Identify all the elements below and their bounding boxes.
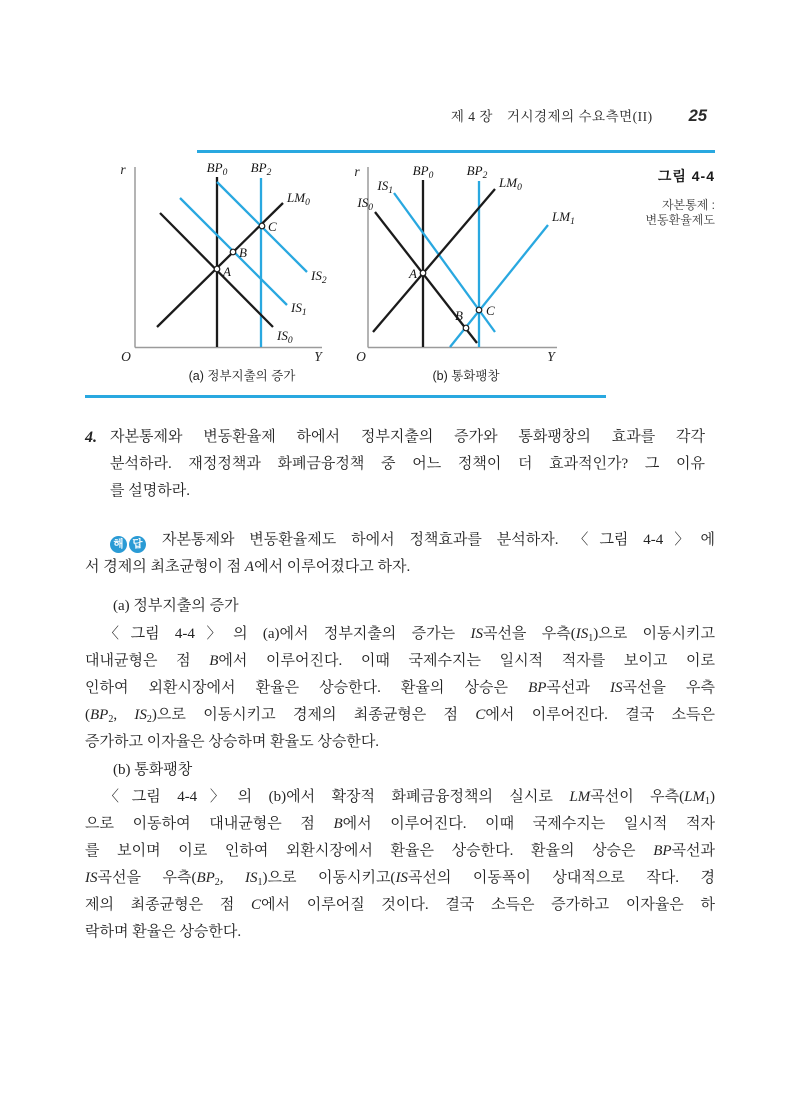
chapter-label: 제 4 장 [450,109,493,124]
text-line: 대내균형은 점 B에서 이루어진다. 이때 국제수지는 일시적 적자를 보이고 이로 [85,653,715,669]
page-header [0,105,707,126]
diagram-panel-b [354,163,574,383]
page-number: 25 [688,107,707,125]
text-line: 를 보이며 이로 인하여 외환시장에서 환율은 상승한다. 환율의 상승은 BP곡선과 [85,843,715,859]
answer-badge-hae: 해 [110,536,127,553]
text-line: 〈그림 4-4〉의 (a)에서 정부지출의 증가는 IS곡선을 우측$(IS_1)$으로 이동시키고 [104,626,715,644]
point-label-A: A [409,266,417,281]
equilibrium-point-B [230,249,236,255]
text-line: 락하며 환율은 상승한다. [85,924,242,940]
question-block [85,424,705,505]
figure-rule-bottom [85,395,606,398]
axis-label-r: r [120,162,126,177]
equilibrium-point-C [476,307,482,313]
curve-label-IS2: $IS_2$ [311,268,327,286]
figure-sidebar [595,166,715,227]
point-label-C: C [268,219,277,234]
axis-label-Y: Y [314,349,322,364]
text-line: 자본통제와 변동환율제 하에서 정부지출의 증가와 통화팽창의 효과를 각각 [110,429,705,445]
text-line [85,527,715,554]
answer-block [85,527,715,581]
text-line: 인하여 외환시장에서 환율은 상승한다. 환율의 상승은 BP곡선과 IS곡선을 우측 [85,680,715,696]
panel-caption-a: (a) 정부지출의 증가 [188,369,296,383]
answer-badge [110,536,146,553]
equilibrium-point-A [214,266,220,272]
text-line: 으로 이동하여 대내균형은 점 B에서 이루어진다. 이때 국제수지는 일시적 적자 [85,816,715,832]
curve-label-BP2: $BP_2$ [250,160,272,178]
axis-label-r: r [354,164,360,179]
figure-caption-line: 변동환율제도 [645,212,715,227]
curve-label-IS0: $IS_0$ [277,328,293,346]
curve-label-BP0: $BP_0$ [412,163,434,181]
text-line: 서 경제의 최초균형이 점 A에서 이루어졌다고 하자. [85,559,411,575]
curve-label-BP2: $BP_2$ [466,163,488,181]
diagram-panel-a [120,160,326,383]
curve-label-LM1: $LM_1$ [552,209,575,227]
text-line: 〈그림 4-4〉의 (b)에서 확장적 화폐금융정책의 실시로 LM곡선이 우측$(LM_1)$ [104,789,715,807]
curve-label-IS0: $IS_0$ [357,195,373,213]
curve-label-IS1: $IS_1$ [377,178,393,196]
question-text [110,424,705,505]
point-label-B: B [455,308,463,323]
point-label-A: A [223,264,231,279]
equilibrium-point-A [420,270,426,276]
chapter-title: 거시경제의 수요측면(II) [506,109,653,124]
equilibrium-point-B [463,325,469,331]
panel-caption-b: (b) 통화팽창 [432,369,500,383]
equilibrium-point-C [259,223,265,229]
figure-rule-top [197,150,715,153]
point-label-C: C [486,303,495,318]
text-line: 를 설명하라. [110,483,190,499]
point-label-B: B [239,245,247,260]
text-line: 분석하라. 재정정책과 화폐금융정책 중 어느 정책이 더 효과적인가? 그 이유 [110,456,705,472]
section-b-heading: (b) 통화팽창 [113,762,193,778]
figure-label: 그림 4-4 [657,168,715,184]
curve-label-IS1: $IS_1$ [291,300,307,318]
axis-label-O: O [356,349,366,364]
curve-label-BP0: $BP_0$ [206,160,228,178]
section-a-heading: (a) 정부지출의 증가 [113,598,239,614]
section-a-paragraph [85,621,715,756]
question-number: 4. [85,429,97,446]
axis-label-Y: Y [547,349,555,364]
figure-caption-line: 자본통제 : [661,198,715,212]
text-line: 제의 최종균형은 점 C에서 이루어질 것이다. 결국 소득은 증가하고 이자율은 하 [85,897,715,913]
curve-IS0 [375,212,477,343]
islm-bp-diagrams [108,158,584,390]
section-b-paragraph [85,784,715,946]
text-line: IS곡선을 우측($BP_2$, $IS_1$)으로 이동시키고(IS곡선의 이동폭이 상대적으로 작다. 경 [85,870,716,888]
curve-label-LM0: $LM_0$ [287,190,310,208]
answer-text: 자본통제와 변동환율제도 하에서 정책효과를 분석하자. 〈그림 4-4〉에 [162,532,715,548]
text-line: ($BP_2$, $IS_2$)으로 이동시키고 경제의 최종균형은 점 C에서 이루어진다. 결국 소득은 [85,707,715,725]
answer-badge-dap: 답 [129,536,146,553]
text-line: 증가하고 이자율은 상승하며 환율도 상승한다. [85,734,380,750]
curve-label-LM0: $LM_0$ [499,175,522,193]
curve-LM0 [157,203,283,327]
axis-label-O: O [121,349,131,364]
